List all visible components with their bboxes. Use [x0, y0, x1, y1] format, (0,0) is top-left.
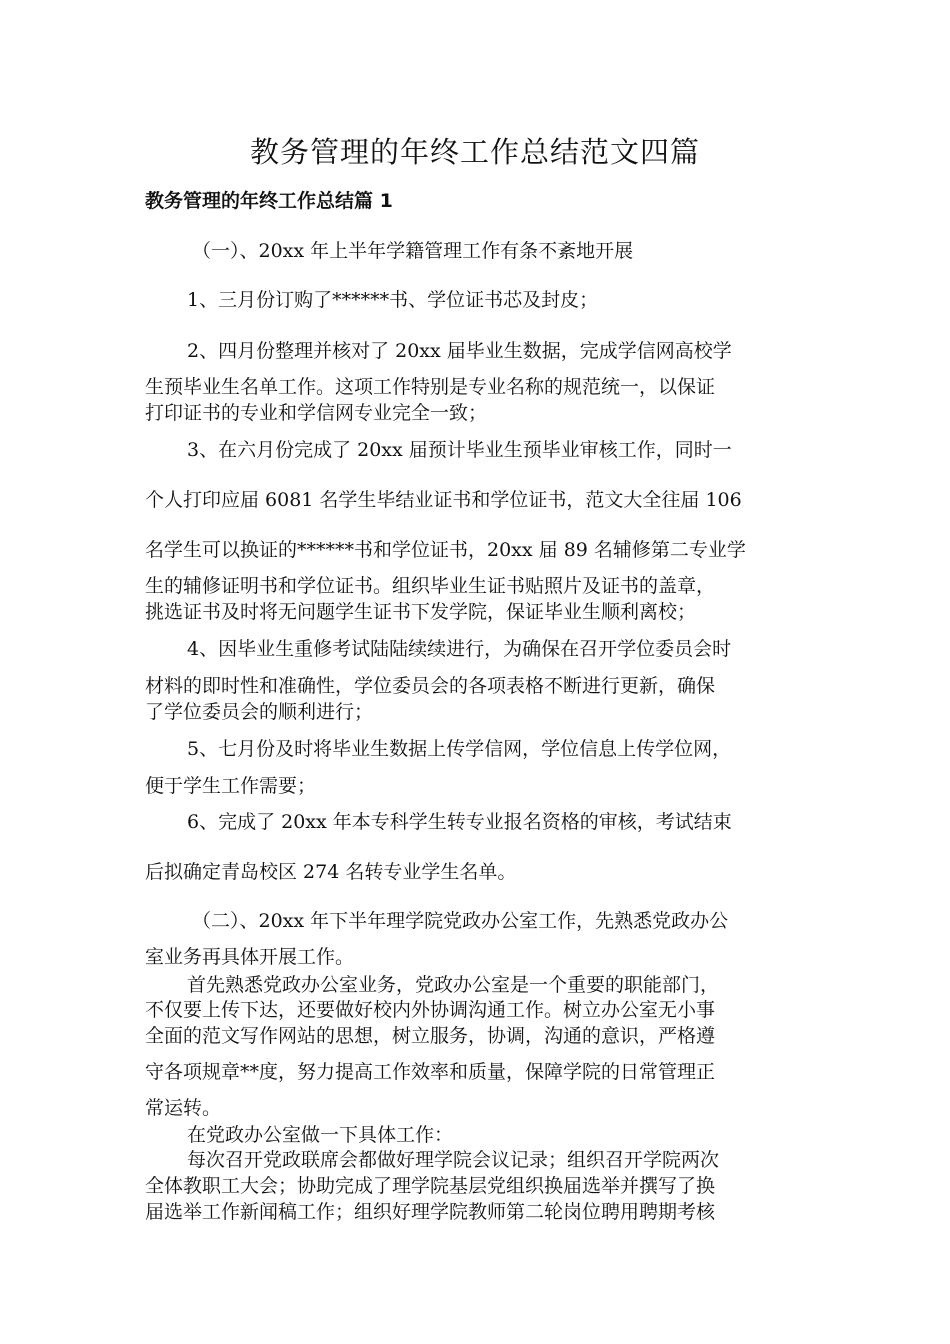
section-heading: 教务管理的年终工作总结篇 1 [145, 190, 393, 212]
paragraph-line: 不仅要上传下达，还要做好校内外协调沟通工作。树立办公室无小事 [145, 999, 716, 1021]
paragraph-line: 2、四月份整理并核对了 20xx 届毕业生数据，完成学信网高校学 [187, 340, 732, 362]
paragraph-line: 挑选证书及时将无问题学生证书下发学院，保证毕业生顺利离校； [145, 601, 697, 623]
paragraph-line: 便于学生工作需要； [145, 775, 317, 797]
paragraph-line: 全体教职工大会；协助完成了理学院基层党组织换届选举并撰写了换 [145, 1175, 716, 1197]
paragraph-line: 打印证书的专业和学信网专业完全一致； [145, 402, 488, 424]
paragraph-line: 常运转。 [145, 1097, 222, 1119]
document-title: 教务管理的年终工作总结范文四篇 [249, 135, 700, 169]
paragraph-line: 每次召开党政联席会都做好理学院会议记录；组织召开学院两次 [187, 1149, 720, 1171]
paragraph-line: 名学生可以换证的******书和学位证书，20xx 届 89 名辅修第二专业学 [145, 539, 746, 561]
paragraph-line: 个人打印应届 6081 名学生毕结业证书和学位证书，范文大全往届 106 [145, 489, 742, 511]
paragraph-line: 5、七月份及时将毕业生数据上传学信网，学位信息上传学位网， [187, 738, 732, 760]
paragraph-line: 3、在六月份完成了 20xx 届预计毕业生预毕业审核工作，同时一 [187, 439, 732, 461]
paragraph-line: （二）、20xx 年下半年理学院党政办公室工作，先熟悉党政办公 [192, 910, 729, 932]
paragraph-line: 室业务再具体开展工作。 [145, 946, 355, 968]
paragraph-line: 首先熟悉党政办公室业务，党政办公室是一个重要的职能部门， [187, 974, 720, 996]
paragraph-line: 1、三月份订购了******书、学位证书芯及封皮； [187, 289, 599, 311]
paragraph-line: 届选举工作新闻稿工作；组织好理学院教师第二轮岗位聘用聘期考核 [145, 1201, 716, 1223]
paragraph-line: 生预毕业生名单工作。这项工作特别是专业名称的规范统一，以保证 [145, 376, 716, 398]
paragraph-line: 在党政办公室做一下具体工作： [187, 1124, 454, 1146]
paragraph-line: 生的辅修证明书和学位证书。组织毕业生证书贴照片及证书的盖章， [145, 575, 716, 597]
paragraph-line: 了学位委员会的顺利进行； [145, 701, 374, 723]
paragraph-line: 4、因毕业生重修考试陆陆续续进行，为确保在召开学位委员会时 [187, 638, 732, 660]
paragraph-line: 6、完成了 20xx 年本专科学生转专业报名资格的审核，考试结束 [187, 811, 732, 833]
paragraph-line: 后拟确定青岛校区 274 名转专业学生名单。 [145, 861, 517, 883]
paragraph-line: 全面的范文写作网站的思想，树立服务，协调，沟通的意识，严格遵 [145, 1025, 716, 1047]
paragraph-line: （一）、20xx 年上半年学籍管理工作有条不紊地开展 [192, 240, 634, 262]
paragraph-line: 守各项规章**度，努力提高工作效率和质量，保障学院的日常管理正 [145, 1061, 716, 1083]
paragraph-line: 材料的即时性和准确性，学位委员会的各项表格不断进行更新，确保 [145, 675, 716, 697]
